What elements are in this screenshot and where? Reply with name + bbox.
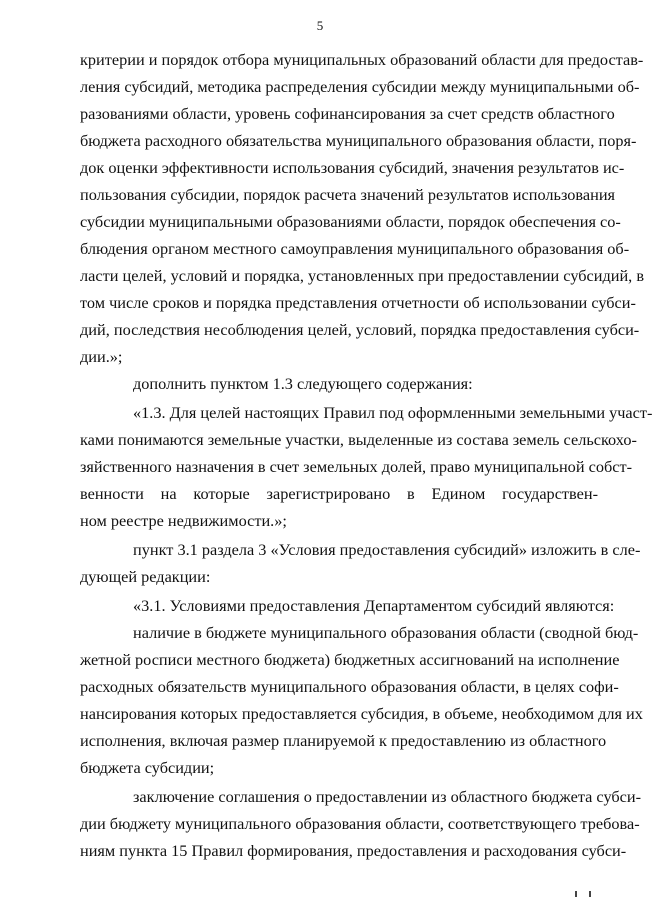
text-line: бюджета расходного обязательства муниципального образования области, поря- <box>80 131 637 150</box>
text-line: разованиями области, уровень софинансирования за счет средств областного <box>80 104 615 123</box>
text-line: дующей редакции: <box>80 567 211 586</box>
text-line: дий, последствия несоблюдения целей, условий, порядка предоставления субси- <box>80 320 640 339</box>
text-line: том числе сроков и порядка представления отчетности об использовании субси- <box>80 293 636 312</box>
text-line: блюдения органом местного самоуправления муниципального образования об- <box>80 239 630 258</box>
text-line: пользования субсидии, порядок расчета значений результатов использования <box>80 185 616 204</box>
scan-mark <box>575 891 577 897</box>
paragraph-first-line: дополнить пунктом 1.3 следующего содержания: <box>133 374 473 393</box>
text-line: ниям пункта 15 Правил формирования, предоставления и расходования субси- <box>80 841 627 860</box>
text-line: венности на которые зарегистрировано в Едином государствен- <box>80 484 598 503</box>
paragraph-first-line: «1.3. Для целей настоящих Правил под оформленными земельными участ- <box>133 403 652 422</box>
text-line: субсидии муниципальными образованиями области, порядок обеспечения со- <box>80 212 621 231</box>
text-line: жетной росписи местного бюджета) бюджетных ассигнований на исполнение <box>80 650 620 669</box>
scan-mark <box>589 891 591 897</box>
text-line: исполнения, включая размер планируемой к предоставлению из областного <box>80 731 607 750</box>
text-line: зяйственного назначения в счет земельных долей, право муниципальной собст- <box>80 457 633 476</box>
page-number: 5 <box>316 18 324 33</box>
paragraph-first-line: пункт 3.1 раздела 3 «Условия предоставления субсидий» изложить в сле- <box>133 540 641 559</box>
paragraph-first-line: «3.1. Условиями предоставления Департаментом субсидий являются: <box>133 596 615 615</box>
text-line: расходных обязательств муниципального образования области, в целях софи- <box>80 677 619 696</box>
paragraph-first-line: наличие в бюджете муниципального образования области (сводной бюд- <box>133 623 639 642</box>
text-line: ласти целей, условий и порядка, установленных при предоставлении субсидий, в <box>80 266 645 285</box>
text-line: ками понимаются земельные участки, выделенные из состава земель сельскохо- <box>80 430 637 449</box>
text-line: бюджета субсидии; <box>80 758 215 777</box>
text-line: нансирования которых предоставляется субсидия, в объеме, необходимом для их <box>80 704 643 723</box>
text-line: ления субсидий, методика распределения субсидии между муниципальными об- <box>80 77 640 96</box>
paragraph-first-line: заключение соглашения о предоставлении из областного бюджета субси- <box>133 787 642 806</box>
text-line: дии.»; <box>80 347 123 366</box>
text-line: док оценки эффективности использования субсидий, значения результатов ис- <box>80 158 625 177</box>
text-line: ном реестре недвижимости.»; <box>80 511 287 530</box>
text-line: дии бюджету муниципального образования области, соответствующего требова- <box>80 814 640 833</box>
text-line: критерии и порядок отбора муниципальных образований области для предостав- <box>80 50 644 69</box>
